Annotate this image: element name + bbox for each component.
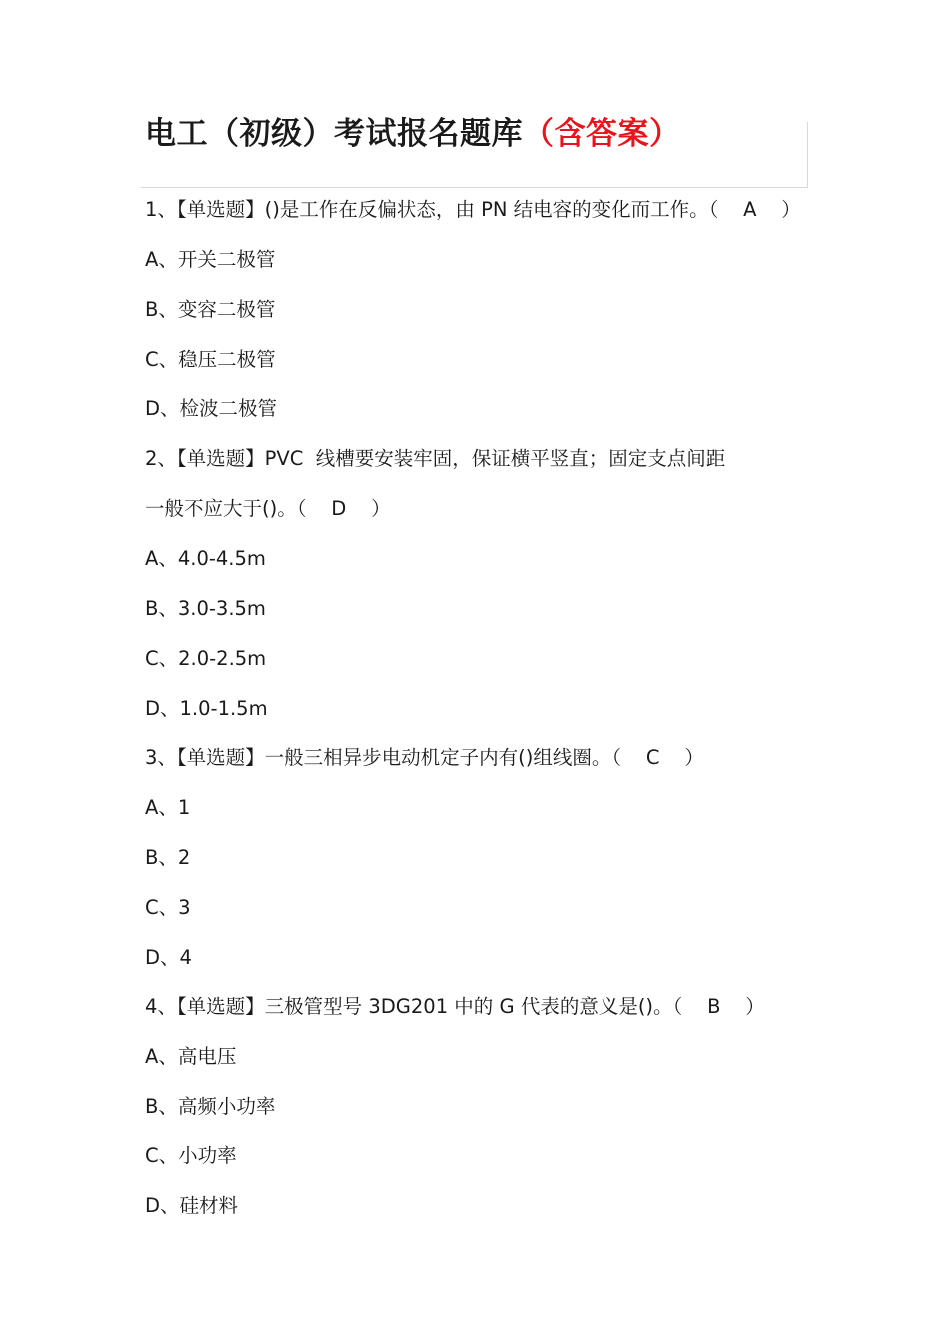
question-1-stem: 1、【单选题】()是工作在反偏状态，由 PN 结电容的变化而工作。（ A ） (145, 198, 801, 221)
question-1-option-b: B、变容二极管 (145, 298, 276, 321)
question-4-stem: 4、【单选题】三极管型号 3DG201 中的 G 代表的意义是()。（ B ） (145, 995, 765, 1018)
question-1-option-a: A、开关二极管 (145, 248, 276, 271)
question-2-stem-line-1: 2、【单选题】PVC 线槽要安装牢固，保证横平竖直；固定支点间距 (145, 447, 726, 470)
question-4-option-c: C、小功率 (145, 1144, 237, 1167)
question-2-option-d: D、1.0-1.5m (145, 697, 268, 720)
question-1-option-d: D、检波二极管 (145, 397, 278, 420)
question-3-option-b: B、2 (145, 846, 191, 869)
page-title (145, 112, 681, 156)
question-3-stem: 3、【单选题】一般三相异步电动机定子内有()组线圈。（ C ） (145, 746, 704, 769)
title-answer-note: （含答案） (523, 116, 681, 152)
question-1-option-c: C、稳压二极管 (145, 348, 276, 371)
question-2-option-c: C、2.0-2.5m (145, 647, 267, 670)
question-2-option-b: B、3.0-3.5m (145, 597, 266, 620)
title-main: 电工（初级）考试报名题库 (145, 116, 523, 152)
question-3-option-d: D、4 (145, 946, 192, 969)
question-4-option-d: D、硅材料 (145, 1194, 239, 1217)
question-2-option-a: A、4.0-4.5m (145, 547, 266, 570)
question-3-option-c: C、3 (145, 896, 191, 919)
question-4-option-a: A、高电压 (145, 1045, 237, 1068)
question-2-stem-line-2: 一般不应大于()。（ D ） (145, 497, 391, 520)
question-4-option-b: B、高频小功率 (145, 1095, 276, 1118)
question-3-option-a: A、1 (145, 796, 191, 819)
